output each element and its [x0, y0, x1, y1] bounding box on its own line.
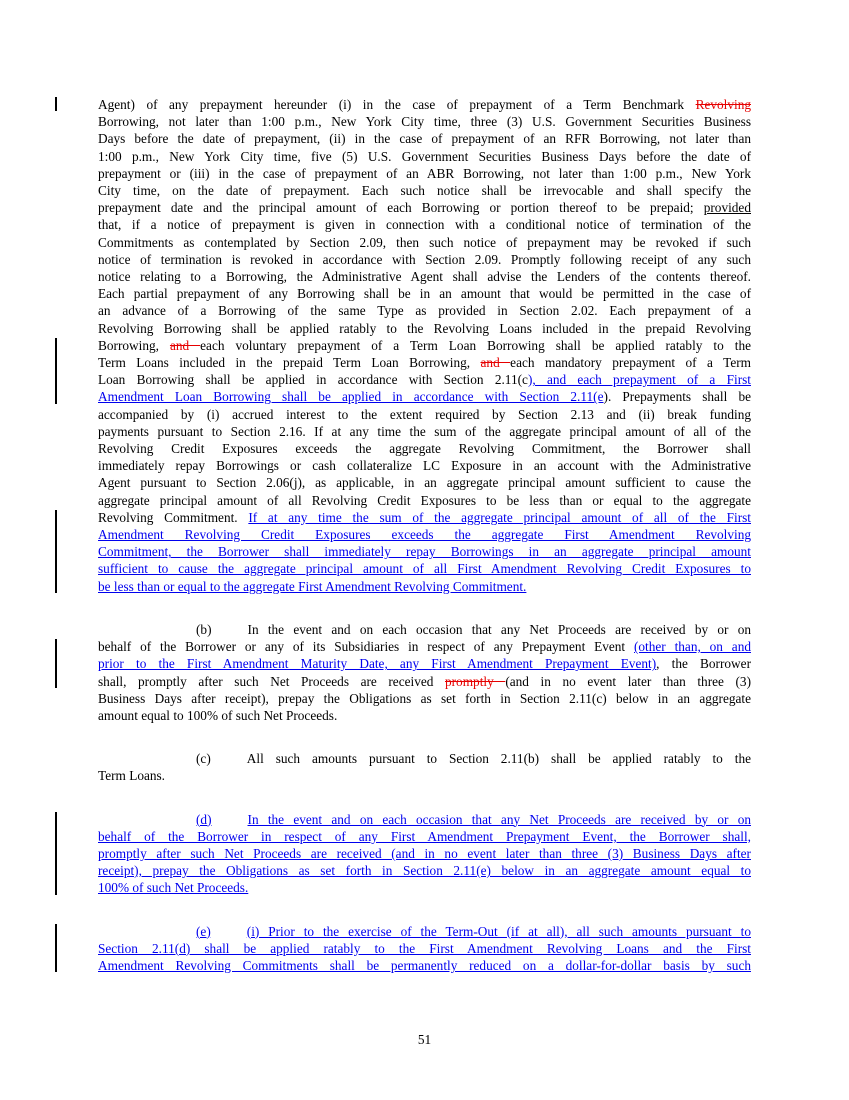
inserted-text: receipt), prepay the Obligations as set forth in Section 2.11(e) below in an aggregate amount equal to — [98, 863, 751, 879]
text-line — [98, 673, 751, 690]
body-text: (c) — [196, 751, 211, 767]
inserted-text: sufficient to cause the aggregate principal amount of all First Amendment Revolving Credit Exposures to — [98, 561, 751, 577]
inserted-text: Amendment Loan Borrowing shall be applied in accordance with Section 2.11(e — [98, 389, 604, 405]
body-text: each voluntary prepayment of a Term Loan Borrowing shall be applied ratably to the — [200, 337, 752, 353]
body-text: Business Days after receipt), prepay the Obligations as set forth in Section 2.11(c) below in an aggregate — [98, 690, 751, 706]
body-text: In the event and on each occasion that any Net Proceeds are received by or on — [247, 621, 751, 637]
inserted-text: prior to the First Amendment Maturity Date, any First Amendment Prepayment Event) — [98, 656, 657, 672]
text-line — [98, 862, 751, 879]
body-text: Borrowing, not later than 1:00 p.m., New York City time, three (3) U.S. Government Securities Business — [98, 114, 751, 130]
text-line — [98, 199, 751, 216]
body-text: All such amounts pursuant to Section 2.11(b) shall be applied ratably to the — [246, 751, 751, 767]
body-text: notice relating to a Borrowing, the Administrative Agent shall advise the Lenders of the contents thereof. — [98, 269, 751, 285]
body-text: 1:00 p.m., New York City time, five (5) U.S. Government Securities Business Days before the date of — [98, 148, 751, 164]
body-text: (and in no event later than three (3) — [505, 673, 752, 689]
body-text: aggregate principal amount of all Revolving Credit Exposures to be less than or equal to the aggregate — [98, 492, 751, 508]
body-text: ). Prepayments shall be — [603, 389, 752, 405]
paragraph-2.11c — [98, 750, 751, 784]
text-line — [98, 767, 751, 784]
body-text: prepayment date and the principal amount of each Borrowing or portion thereof to be prepaid; — [98, 200, 704, 216]
paragraph-2.11d — [98, 811, 751, 897]
body-text: Days before the date of prepayment, (ii) in the case of prepayment of an RFR Borrowing, not later than — [98, 131, 751, 147]
change-bar-icon — [55, 510, 57, 593]
text-line — [98, 474, 751, 491]
text-line — [98, 268, 751, 285]
text-line — [98, 940, 751, 957]
body-text: that, if a notice of prepayment is given in connection with a conditional notice of termination of the — [98, 217, 751, 233]
body-text: amount equal to 100% of such Net Proceeds. — [98, 707, 338, 723]
document-body — [98, 96, 751, 974]
text-line — [98, 923, 751, 940]
inserted-text: Amendment Revolving Commitments shall be permanently reduced on a dollar-for-dollar basis by such — [98, 957, 751, 973]
text-line — [98, 251, 751, 268]
inserted-text: (e) — [196, 923, 211, 939]
inserted-text: behalf of the Borrower in respect of any First Amendment Prepayment Event, the Borrower shall, — [98, 828, 751, 844]
text-line — [98, 492, 751, 509]
inserted-text: (d) — [196, 811, 212, 827]
text-line — [98, 578, 751, 595]
text-line — [98, 845, 751, 862]
text-line — [98, 707, 751, 724]
body-text: prepayment or (iii) in the case of prepayment of an ABR Borrowing, not later than 1:00 p.m., New York — [98, 165, 751, 181]
text-line — [98, 354, 751, 371]
body-text: shall, promptly after such Net Proceeds are received — [98, 673, 445, 689]
paragraph-2.11e — [98, 923, 751, 975]
body-text: an advance of a Borrowing of the same Type as provided in Section 2.02. Each prepayment of a — [98, 303, 751, 319]
inserted-text: If at any time the sum of the aggregate principal amount of all of the First — [248, 509, 751, 525]
text-line — [98, 560, 751, 577]
underlined-term: provided — [703, 200, 751, 216]
text-line — [98, 216, 751, 233]
change-bar-icon — [55, 812, 57, 895]
text-line — [98, 423, 751, 440]
text-line — [98, 879, 751, 896]
change-bar-icon — [55, 97, 57, 111]
body-text: Term Loans. — [98, 768, 166, 784]
deleted-text: Revolving — [695, 97, 751, 112]
text-line — [98, 388, 751, 405]
text-line — [98, 113, 751, 130]
text-line — [98, 320, 751, 337]
inserted-text: In the event and on each occasion that any Net Proceeds are received by or on — [247, 811, 751, 827]
body-text: Agent) of any prepayment hereunder (i) in the case of prepayment of a Term Benchmark — [98, 97, 696, 112]
inserted-text: be less than or equal to the aggregate First Amendment Revolving Commitment. — [98, 578, 527, 594]
text-line — [98, 638, 751, 655]
paragraph-2.11b — [98, 621, 751, 724]
text-line — [98, 750, 751, 767]
body-text: , the Borrower — [656, 656, 751, 672]
text-line — [98, 96, 751, 113]
text-line — [98, 371, 751, 388]
body-text: each mandatory prepayment of a Term — [510, 355, 751, 371]
change-bar-icon — [55, 639, 57, 688]
inserted-text: (i) Prior to the exercise of the Term-Out (if at all), all such amounts pursuant to — [246, 923, 751, 939]
body-text: accompanied by (i) accrued interest to the extent required by Section 2.13 and (ii) break funding — [98, 406, 751, 422]
text-line — [98, 165, 751, 182]
change-bar-icon — [55, 338, 57, 404]
inserted-text: (other than, on and — [633, 639, 751, 655]
body-text: City time, on the date of prepayment. Each such notice shall be irrevocable and shall specify the — [98, 183, 751, 199]
text-line — [98, 543, 751, 560]
text-line — [98, 457, 751, 474]
page-number: 51 — [417, 1032, 432, 1047]
body-text: Loan Borrowing shall be applied in accordance with Section 2.11(c — [98, 372, 528, 388]
text-line — [98, 621, 751, 638]
body-text: notice of termination is revoked in accordance with Section 2.09. Promptly following receipt of any such — [98, 251, 751, 267]
text-line — [98, 406, 751, 423]
inserted-text: promptly after such Net Proceeds are received (and in no event later than three (3) Business Days after — [98, 845, 751, 861]
text-line — [98, 828, 751, 845]
paragraph-2.11a-continuation — [98, 96, 751, 595]
deleted-text: promptly — [444, 673, 506, 689]
text-line — [98, 690, 751, 707]
body-text: Term Loans included in the prepaid Term Loan Borrowing, — [98, 355, 481, 371]
text-line — [98, 148, 751, 165]
inserted-text: Amendment Revolving Credit Exposures exceeds the aggregate First Amendment Revolving — [98, 527, 751, 543]
body-text: behalf of the Borrower or any of its Subsidiaries in respect of any Prepayment Event — [98, 639, 634, 655]
body-text: Revolving Borrowing shall be applied ratably to the Revolving Loans included in the prepaid Revolving — [98, 320, 751, 336]
inserted-text: Commitment, the Borrower shall immediately repay Borrowings in an aggregate principal amount — [98, 544, 751, 560]
text-line — [98, 655, 751, 672]
body-text: immediately repay Borrowings or cash collateralize LC Exposure in an account with the Administrative — [98, 458, 751, 474]
text-line — [98, 526, 751, 543]
text-line — [98, 957, 751, 974]
body-text: Revolving Commitment. — [98, 509, 249, 525]
text-line — [98, 302, 751, 319]
body-text: Commitments as contemplated by Section 2.09, then such notice of prepayment may be revoked if such — [98, 234, 751, 250]
text-line — [98, 182, 751, 199]
text-line — [98, 285, 751, 302]
deleted-text: and — [480, 355, 511, 371]
body-text: (b) — [196, 621, 212, 637]
text-line — [98, 337, 751, 354]
change-bar-icon — [55, 924, 57, 973]
body-text: Borrowing, — [98, 337, 170, 353]
text-line — [98, 130, 751, 147]
body-text: payments pursuant to Section 2.16. If at any time the sum of the aggregate principal amount of all of the — [98, 423, 751, 439]
text-line — [98, 234, 751, 251]
text-line — [98, 509, 751, 526]
inserted-text: ), and each prepayment of a First — [527, 372, 751, 388]
text-line — [98, 811, 751, 828]
body-text: Agent pursuant to Section 2.06(j), as applicable, in an aggregate principal amount sufficient to cause the — [98, 475, 751, 491]
body-text: Revolving Credit Exposures exceeds the aggregate Revolving Commitment, the Borrower shall — [98, 441, 751, 457]
body-text: Each partial prepayment of any Borrowing shall be in an amount that would be permitted in the case of — [98, 286, 751, 302]
deleted-text: and — [169, 337, 201, 353]
inserted-text: 100% of such Net Proceeds. — [98, 880, 249, 896]
inserted-text: Section 2.11(d) shall be applied ratably to the First Amendment Revolving Loans and the First — [98, 940, 751, 956]
text-line — [98, 440, 751, 457]
